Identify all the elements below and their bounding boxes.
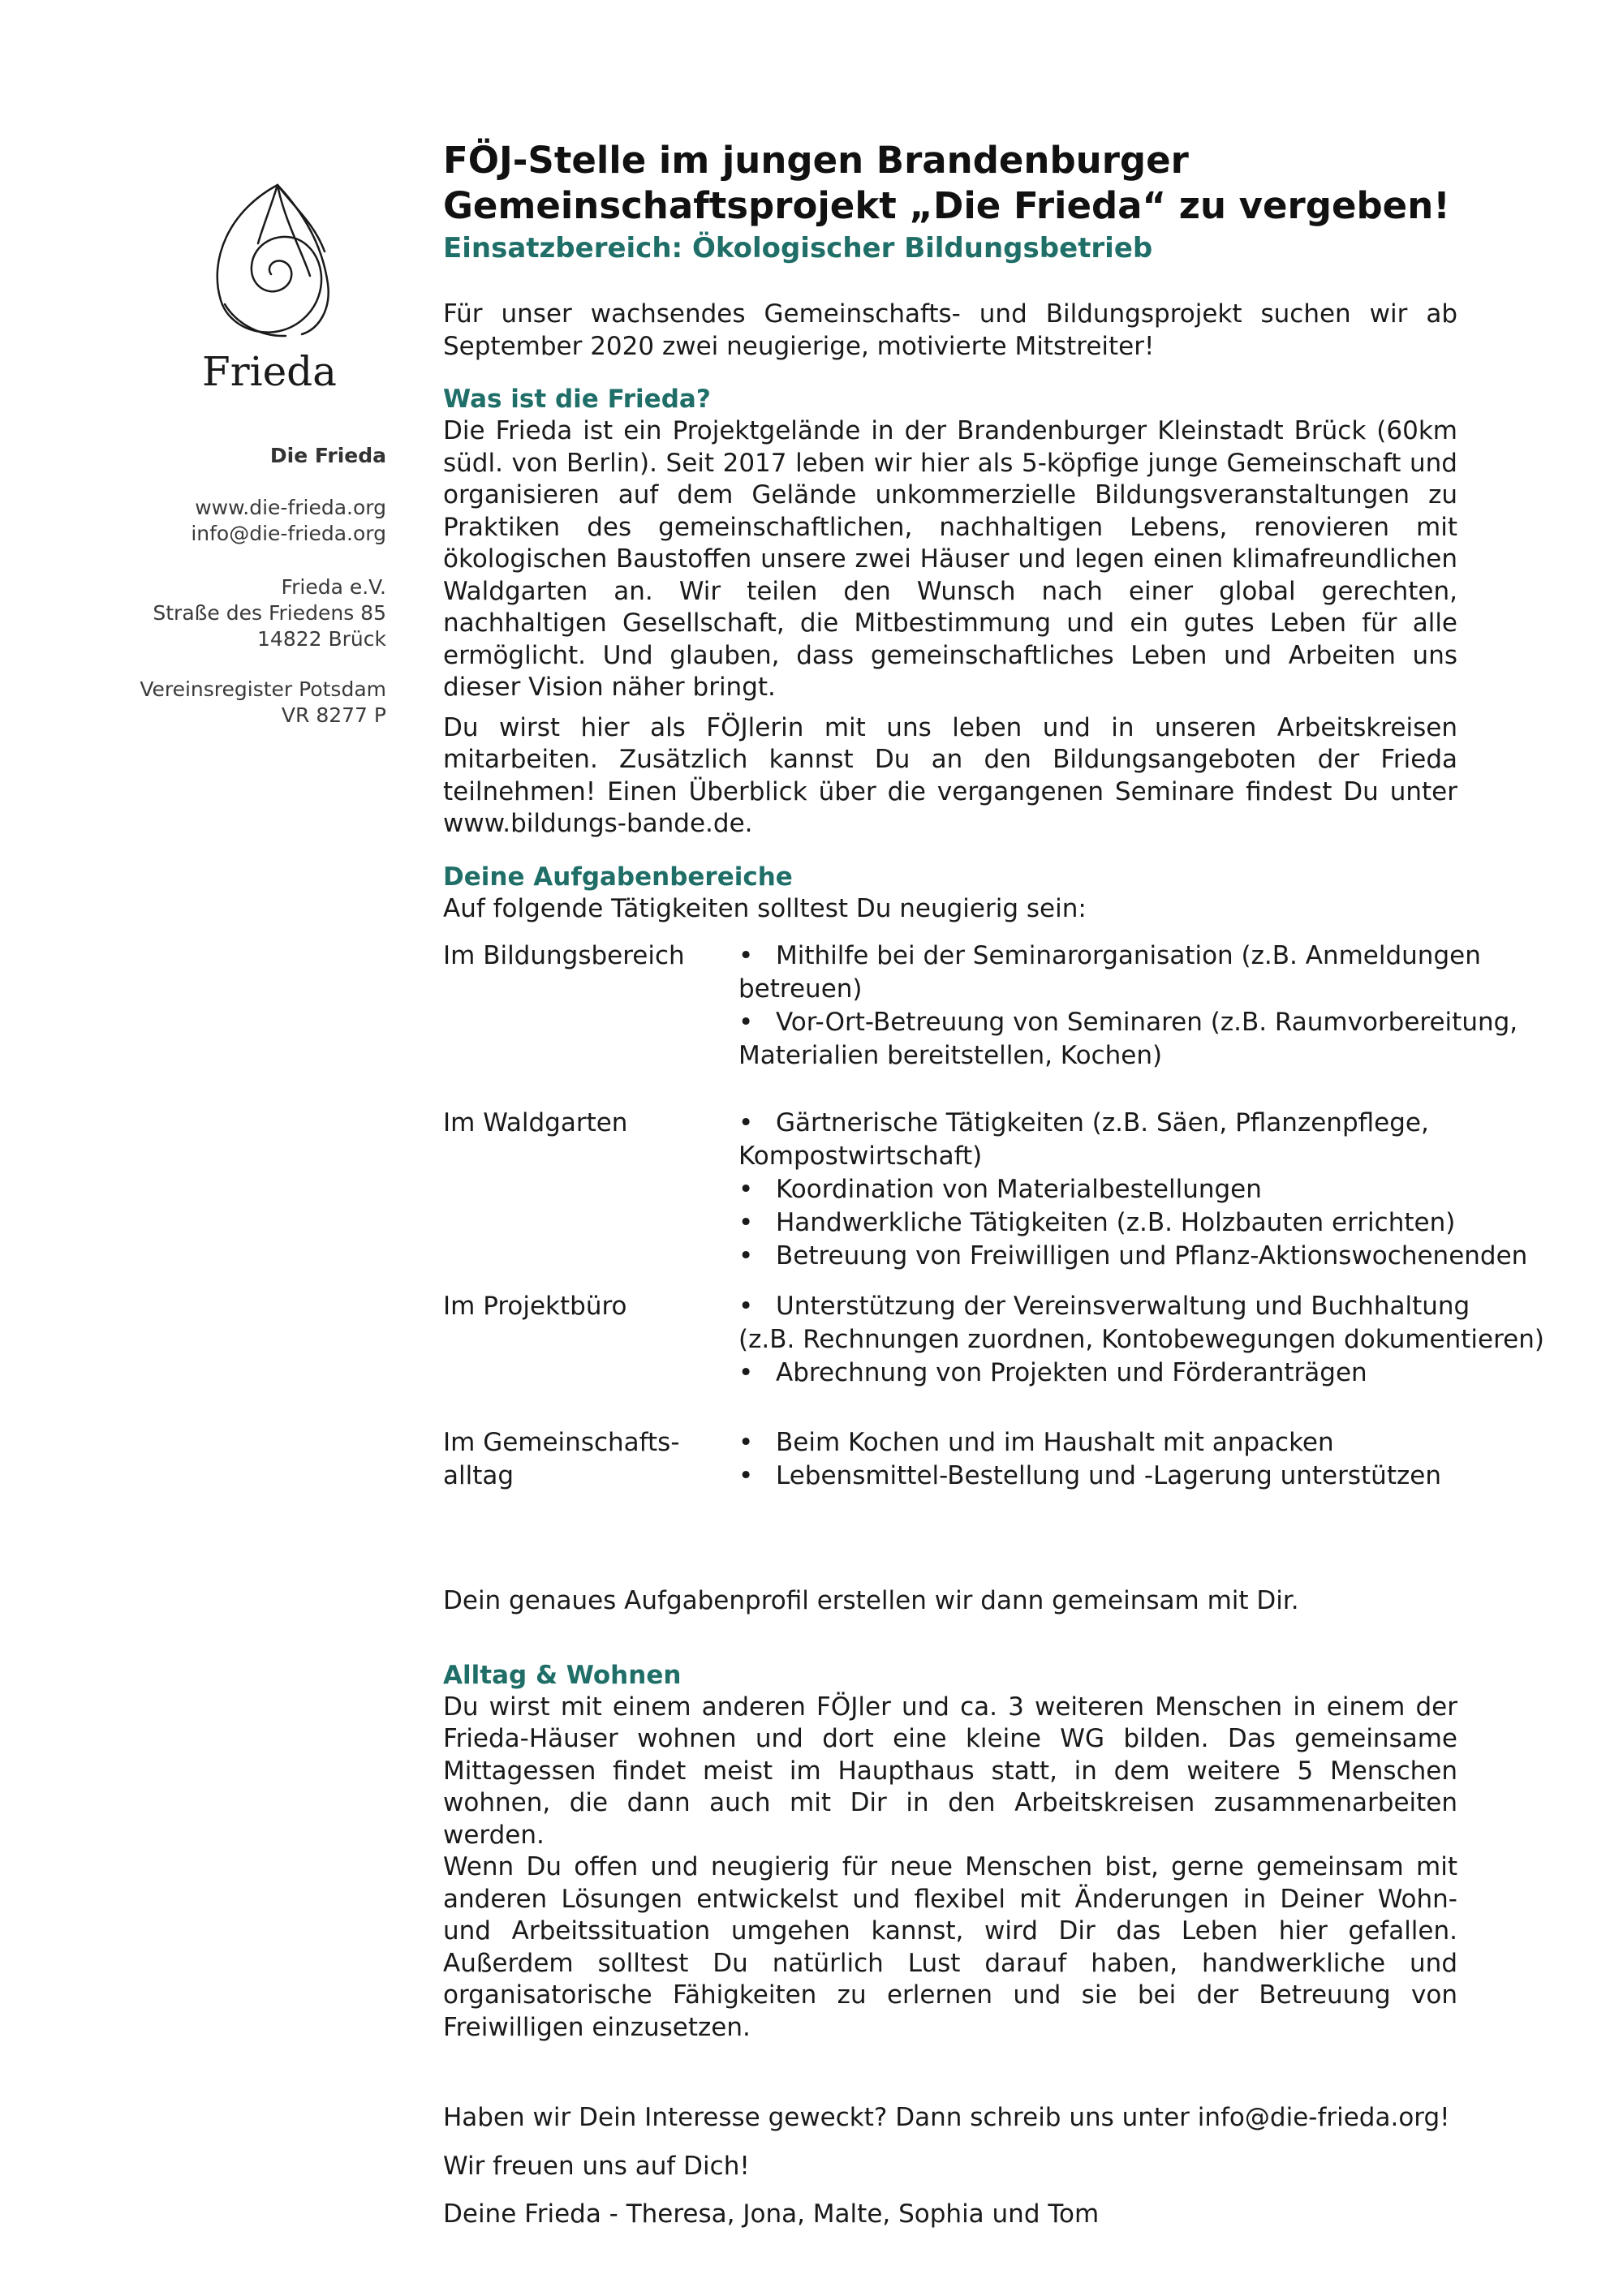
contact-block [191, 495, 386, 547]
list-item: • Beim Kochen und im Haushalt mit anpacken [738, 1428, 1334, 1457]
frieda-logo [180, 162, 359, 398]
area-label-projektbuero: Im Projektbüro [443, 1292, 627, 1321]
living-paragraph-2: Wenn Du offen und neugierig für neue Menschen bist, gerne gemeinsam mit anderen Lösungen entwickelst und flexibel mit Änderungen in Deiner Wohn- und Arbeitssituation umgehen kannst, wird Dir das Leben hier gefallen. Außerdem solltest Du natürlich Lust darauf haben, handwerkliche und organisatorische Fähigkeiten zu erlernen und sie bei der Betreuung von Freiwilligen einzusetzen. [443, 1852, 1457, 2042]
subtitle: Einsatzbereich: Ökologischer Bildungsbetrieb [443, 232, 1153, 264]
frieda-paragraph-1: Die Frieda ist ein Projektgelände in der Brandenburger Kleinstadt Brück (60km südl. von Berlin). Seit 2017 leben wir hier als 5-köpfige junge Gemeinschaft und organisieren auf dem Gelände unkommerzielle Bildungsveranstaltungen zu Praktiken des gemeinschaftlichen, nachhaltigen Lebens, renovieren mit ökologischen Baustoffen unsere zwei Häuser und legen einen klimafreundlichen Waldgarten an. Wir teilen den Wunsch nach einer global gerechten, nachhaltigen Gesellschaft, die Mitbestimmung und ein gutes Leben für alle ermöglicht. Und glauben, dass gemeinschaftliches Leben und Arbeiten uns dieser Vision näher bringt. [443, 416, 1457, 702]
area-items-waldgarten [738, 1107, 1550, 1273]
snail-shell-icon [180, 162, 359, 398]
logo-wordmark: Frieda [202, 348, 337, 395]
register-court: Vereinsregister Potsdam [140, 677, 386, 701]
area-items-projektbuero [738, 1290, 1550, 1390]
area-label-gemeinschaftsalltag: Im Gemeinschafts- alltag [443, 1428, 680, 1490]
list-item: • Unterstützung der Vereinsverwaltung und Buchhaltung [738, 1292, 1470, 1321]
register-block [140, 677, 386, 729]
association-name: Frieda e.V. [281, 575, 386, 599]
list-item: • Abrechnung von Projekten und Förderanträgen [738, 1358, 1367, 1387]
title-line-1: FÖJ-Stelle im jungen Brandenburger [443, 139, 1189, 182]
list-item-continued: (z.B. Rechnungen zuordnen, Kontobewegungen dokumentieren) [738, 1325, 1544, 1354]
frieda-paragraph-2: Du wirst hier als FÖJlerin mit uns leben und in unseren Arbeitskreisen mitarbeiten. Zusätzlich kannst Du an den Bildungsangeboten der Frieda teilnehmen! Einen Überblick über die vergangenen Seminare findest Du unter www.bildungs-bande.de. [443, 712, 1457, 838]
tasks-closing: Dein genaues Aufgabenprofil erstellen wir dann gemeinsam mit Dir. [443, 1586, 1299, 1615]
heading-tasks: Deine Aufgabenbereiche [443, 862, 793, 892]
area-items-gemeinschaftsalltag [738, 1426, 1550, 1493]
intro-paragraph: Für unser wachsendes Gemeinschafts- und Bildungsprojekt suchen wir ab September 2020 zwei neugierige, motivierte Mitstreiter! [443, 299, 1457, 361]
street: Straße des Friedens 85 [153, 601, 386, 625]
list-item: • Vor-Ort-Betreuung von Seminaren (z.B. Raumvorbereitung, [738, 1008, 1518, 1037]
list-item: • Betreuung von Freiwilligen und Pflanz-Aktionswochenenden [738, 1241, 1528, 1271]
address-block [153, 574, 386, 652]
heading-living: Alltag & Wohnen [443, 1660, 682, 1690]
closing-greeting: Wir freuen uns auf Dich! [443, 2151, 750, 2181]
area-label-bildung: Im Bildungsbereich [443, 941, 685, 970]
area-label-waldgarten: Im Waldgarten [443, 1108, 628, 1137]
list-item: • Mithilfe bei der Seminarorganisation (z.B. Anmeldungen [738, 941, 1481, 970]
main-content [443, 138, 1544, 2231]
list-item: • Lebensmittel-Bestellung und -Lagerung unterstützen [738, 1461, 1441, 1490]
tasks-lead: Auf folgende Tätigkeiten solltest Du neugierig sein: [443, 893, 1087, 923]
list-item: • Koordination von Materialbestellungen [738, 1175, 1262, 1204]
task-areas [443, 939, 1544, 1572]
contact-invitation: Haben wir Dein Interesse geweckt? Dann schreib uns unter info@die-frieda.org! [443, 2103, 1450, 2132]
page-title [443, 138, 1457, 229]
title-line-2: Gemeinschaftsprojekt „Die Frieda“ zu vergeben! [443, 184, 1450, 227]
signature: Deine Frieda - Theresa, Jona, Malte, Sophia und Tom [443, 2199, 1100, 2229]
org-name: Die Frieda [269, 444, 386, 467]
city: 14822 Brück [257, 627, 386, 651]
list-item: • Handwerkliche Tätigkeiten (z.B. Holzbauten errichten) [738, 1208, 1456, 1237]
living-paragraph-1: Du wirst mit einem anderen FÖJler und ca. 3 weiteren Menschen in einem der Frieda-Häuser wohnen und dort eine kleine WG bilden. Das gemeinsame Mittagessen findet meist im Haupthaus statt, in dem weitere 5 Menschen wohnen, die dann auch mit Dir in den Arbeitskreisen zusammenarbeiten werden. [443, 1692, 1457, 1850]
register-number: VR 8277 P [281, 703, 386, 727]
list-item-continued: Materialien bereitstellen, Kochen) [738, 1041, 1163, 1070]
area-items-bildung [738, 939, 1550, 1073]
list-item-continued: betreuen) [738, 974, 863, 1004]
list-item: • Gärtnerische Tätigkeiten (z.B. Säen, Pflanzenpflege, [738, 1108, 1429, 1137]
heading-what-is-frieda: Was ist die Frieda? [443, 385, 711, 414]
website-link[interactable]: www.die-frieda.org [195, 496, 386, 519]
email-link[interactable]: info@die-frieda.org [191, 522, 386, 545]
list-item-continued: Kompostwirtschaft) [738, 1142, 983, 1171]
